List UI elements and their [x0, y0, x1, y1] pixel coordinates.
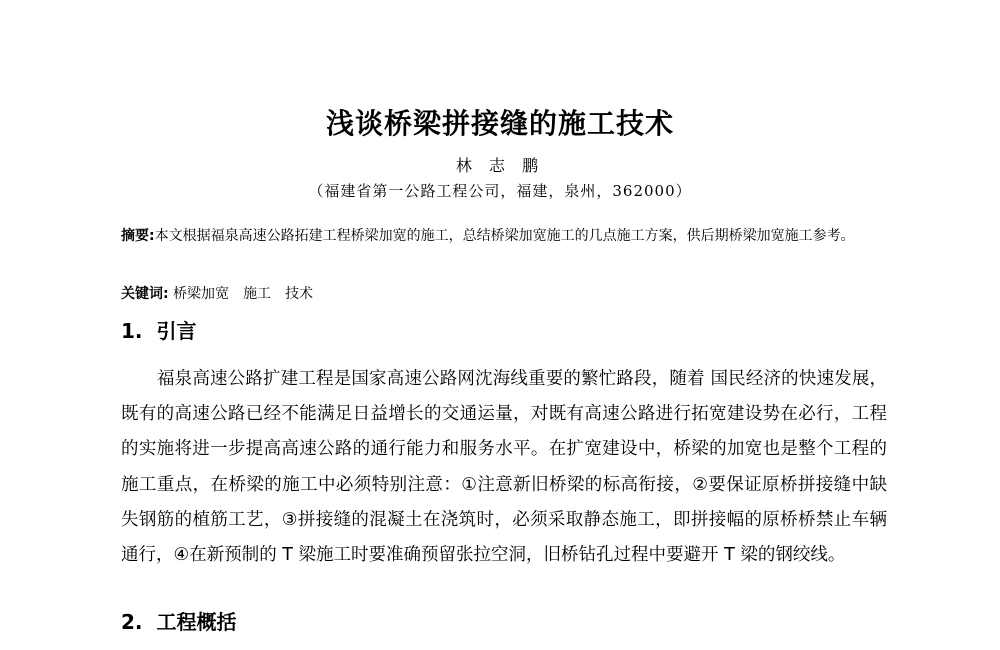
keyword: 技术 — [285, 286, 314, 302]
paper-title: 浅谈桥梁拼接缝的施工技术 — [325, 107, 674, 140]
section-heading-2 — [121, 607, 237, 637]
author-name: 林 志 鹏 — [455, 156, 545, 175]
keywords — [121, 282, 891, 306]
section-title: 引言 — [156, 319, 197, 343]
section-number: 1. — [121, 319, 143, 343]
keyword: 施工 — [243, 286, 272, 302]
abstract — [121, 222, 891, 250]
section-1-paragraph: 福泉高速公路扩建工程是国家高速公路网沈海线重要的繁忙路段，随着 国民经济的快速发展，既有的高速公路已经不能满足日益增长的交通运量，对既有高速公路进行拓宽建设势在必行，工程的实施将进一步提高高速公路的通行能力和服务水平。在扩宽建设中，桥梁的加宽也是整个工程的施工重点，在桥梁的施工中必须特别注意：①注意新旧桥梁的标高衔接，②要保证原桥拼接缝中缺失钢筋的植筋工艺，③拼接缝的混凝土在浇筑时，必须采取静态施工，即拼接幅的原桥桥禁止车辆通行，④在新预制的 T 梁施工时要准确预留张拉空洞，旧桥钻孔过程中要避开 T 梁的钢绞线。 — [121, 369, 887, 566]
author-affiliation: （福建省第一公路工程公司，福建，泉州，362000） — [308, 182, 692, 200]
section-number: 2. — [121, 610, 143, 634]
abstract-label: 摘要: — [121, 228, 155, 244]
section-heading-1 — [121, 316, 197, 346]
abstract-text: 本文根据福泉高速公路拓建工程桥梁加宽的施工，总结桥梁加宽施工的几点施工方案，供后期桥梁加宽施工参考。 — [154, 228, 855, 244]
section-title: 工程概括 — [156, 610, 237, 634]
keyword: 桥梁加宽 — [173, 286, 230, 302]
keywords-label: 关键词: — [121, 286, 169, 302]
